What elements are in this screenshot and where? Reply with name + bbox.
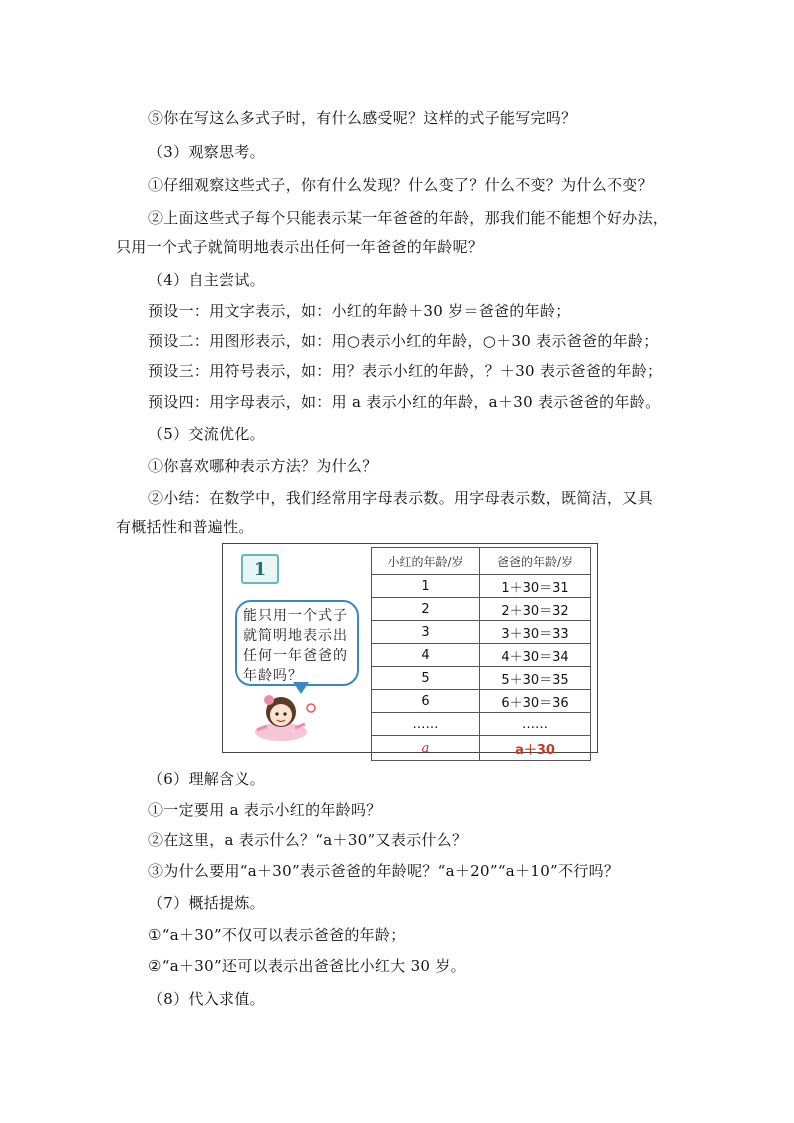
table-row	[372, 713, 591, 736]
table-cell: 4	[372, 644, 480, 667]
table-cell: 2	[372, 598, 480, 621]
text-line: ①“a＋30”不仅可以表示爸爸的年龄；	[148, 926, 406, 944]
text-line: ③为什么要用“a＋30”表示爸爸的年龄呢？“a＋20”“a＋10”不行吗？	[148, 862, 620, 880]
table-header: 小红的年龄/岁	[372, 548, 480, 575]
table-cell: 2＋30＝32	[480, 598, 591, 621]
section-heading: （7）概括提炼。	[148, 894, 265, 912]
table-header: 爸爸的年龄/岁	[480, 548, 591, 575]
table-row	[372, 621, 591, 644]
table-row	[372, 690, 591, 713]
text-line: ⑤你在写这么多式子时，有什么感受呢？这样的式子能写完吗？	[148, 109, 577, 127]
table-row	[372, 667, 591, 690]
girl-character-icon	[251, 686, 331, 746]
table-cell: 6＋30＝36	[480, 690, 591, 713]
table-cell: 4＋30＝34	[480, 644, 591, 667]
speech-bubble: 能只用一个式子 就简明地表示出 任何一年爸爸的 年龄吗？	[235, 600, 359, 686]
table-header-row	[372, 548, 591, 575]
table-cell: a＋30	[480, 736, 591, 761]
age-table	[371, 547, 591, 761]
table-cell: ……	[372, 713, 480, 736]
table-cell: 6	[372, 690, 480, 713]
table-row	[372, 736, 591, 761]
table-cell: 3＋30＝33	[480, 621, 591, 644]
book-number-icon: 1	[241, 554, 279, 584]
textbook-figure	[222, 543, 598, 758]
text-line: 预设二：用图形表示，如：用○表示小红的年龄，○＋30 表示爸爸的年龄；	[148, 332, 659, 350]
text-line: 有概括性和普遍性。	[116, 518, 254, 536]
text-line: ①一定要用 a 表示小红的年龄吗？	[148, 801, 382, 819]
text-line: 预设三：用符号表示，如：用？表示小红的年龄，？＋30 表示爸爸的年龄；	[148, 362, 663, 380]
section-heading: （4）自主尝试。	[148, 271, 265, 289]
text-line: ①你喜欢哪种表示方法？为什么？	[148, 457, 378, 475]
table-row	[372, 575, 591, 598]
text-line: ②小结：在数学中，我们经常用字母表示数。用字母表示数，既简洁，又具	[148, 489, 653, 507]
text-line: ②在这里，a 表示什么？“a＋30”又表示什么？	[148, 831, 468, 849]
table-row	[372, 598, 591, 621]
table-cell: 1	[372, 575, 480, 598]
table-cell: 1＋30＝31	[480, 575, 591, 598]
section-heading: （6）理解含义。	[148, 770, 265, 788]
text-line: ②“a＋30”还可以表示出爸爸比小红大 30 岁。	[148, 957, 466, 975]
table-cell: a	[372, 736, 480, 761]
table-cell: ……	[480, 713, 591, 736]
table-cell: 3	[372, 621, 480, 644]
table-row	[372, 644, 591, 667]
text-line: ②上面这些式子每个只能表示某一年爸爸的年龄，那我们能不能想个好办法，	[148, 209, 669, 227]
text-line: 只用一个式子就简明地表示出任何一年爸爸的年龄呢？	[116, 238, 484, 256]
text-line: ①仔细观察这些式子，你有什么发现？什么变了？什么不变？为什么不变？	[148, 176, 653, 194]
table-cell: 5＋30＝35	[480, 667, 591, 690]
section-heading: （3）观察思考。	[148, 143, 265, 161]
text-line: 预设四：用字母表示，如：用 a 表示小红的年龄，a＋30 表示爸爸的年龄。	[148, 393, 661, 411]
section-heading: （8）代入求值。	[148, 990, 265, 1008]
table-cell: 5	[372, 667, 480, 690]
section-heading: （5）交流优化。	[148, 425, 265, 443]
text-line: 预设一：用文字表示，如：小红的年龄＋30 岁＝爸爸的年龄；	[148, 302, 571, 320]
